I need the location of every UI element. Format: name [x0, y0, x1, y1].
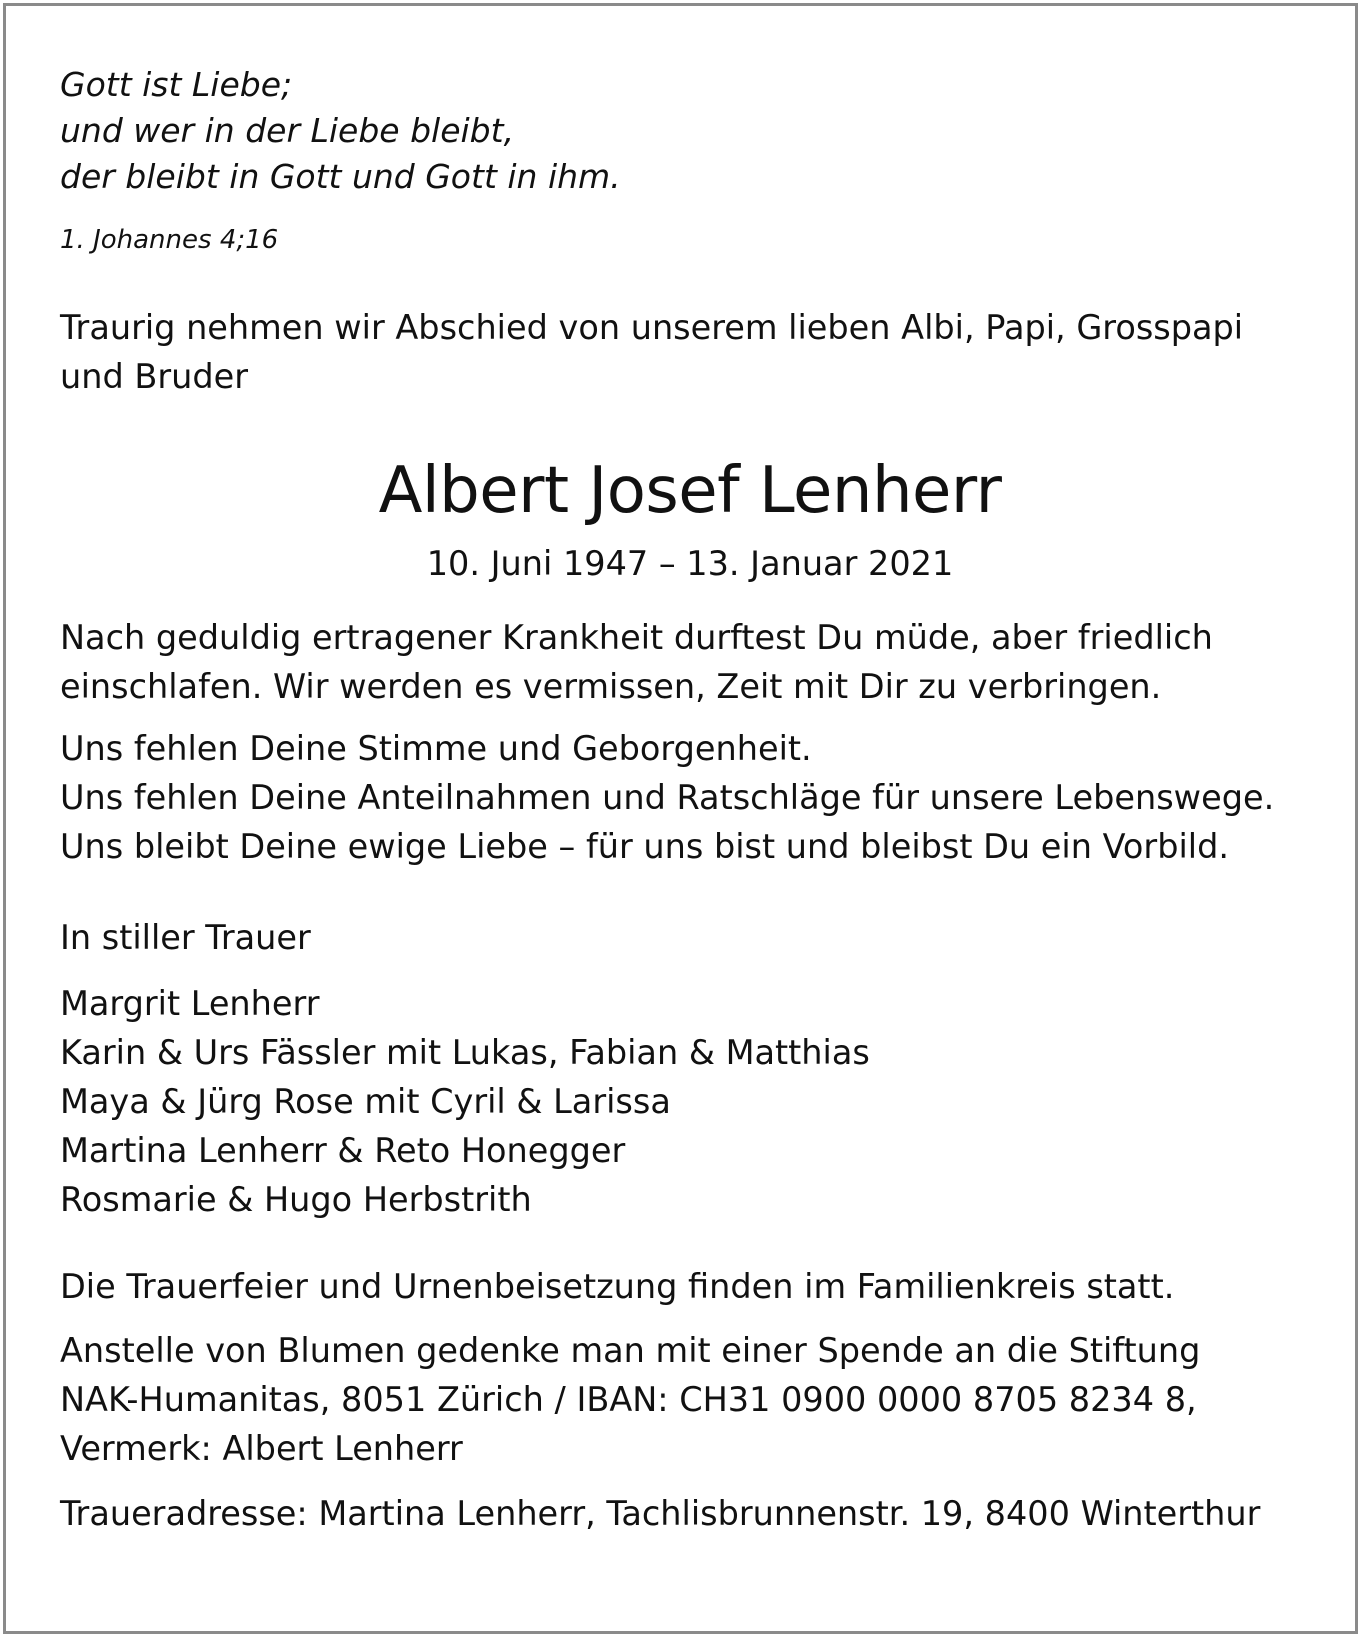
bible-verse [60, 62, 621, 200]
ceremony-text: Die Trauerfeier und Urnenbeisetzung finden im Familienkreis statt. [60, 1267, 1175, 1306]
intro-line: Traurig nehmen wir Abschied von unserem lieben Albi, Papi, Grosspapi [60, 308, 1244, 347]
ceremony-notice [60, 1262, 1320, 1311]
mourners-list [60, 979, 1320, 1224]
intro-text [60, 303, 1320, 401]
verse-reference: 1. Johannes 4;16 [60, 225, 279, 255]
obituary-notice [3, 3, 1358, 1634]
mourner-name: Margrit Lenherr [60, 984, 320, 1023]
message-line: Nach geduldig ertragener Krankheit durftest Du müde, aber friedlich [60, 618, 1213, 657]
address-text: Traueradresse: Martina Lenherr, Tachlisbrunnenstr. 19, 8400 Winterthur [60, 1494, 1261, 1533]
message-paragraph-1 [60, 613, 1320, 711]
mourners-heading [60, 913, 1320, 962]
mourner-name: Rosmarie & Hugo Herbstrith [60, 1180, 532, 1219]
life-dates: 10. Juni 1947 – 13. Januar 2021 [426, 544, 954, 583]
mourners-heading-text: In stiller Trauer [60, 918, 311, 957]
donation-notice [60, 1326, 1320, 1473]
message-paragraph-2 [60, 724, 1320, 871]
deceased-name: Albert Josef Lenherr [378, 454, 1002, 528]
verse-line: der bleibt in Gott und Gott in ihm. [60, 157, 621, 196]
intro-line: und Bruder [60, 357, 249, 396]
mourner-name: Karin & Urs Fässler mit Lukas, Fabian & Matthias [60, 1033, 870, 1072]
verse-line: und wer in der Liebe bleibt, [60, 111, 515, 150]
donation-line: Anstelle von Blumen gedenke man mit einer Spende an die Stiftung [60, 1331, 1201, 1370]
message-line: einschlafen. Wir werden es vermissen, Zeit mit Dir zu verbringen. [60, 667, 1162, 706]
mourning-address [60, 1489, 1320, 1538]
donation-line: Vermerk: Albert Lenherr [60, 1429, 463, 1468]
donation-line: NAK-Humanitas, 8051 Zürich / IBAN: CH31 0900 0000 8705 8234 8, [60, 1380, 1197, 1419]
verse-line: Gott ist Liebe; [60, 65, 293, 104]
message-line: Uns fehlen Deine Stimme und Geborgenheit. [60, 729, 812, 768]
message-line: Uns fehlen Deine Anteilnahmen und Ratschläge für unsere Lebenswege. [60, 778, 1275, 817]
mourner-name: Maya & Jürg Rose mit Cyril & Larissa [60, 1082, 671, 1121]
mourner-name: Martina Lenherr & Reto Honegger [60, 1131, 626, 1170]
message-line: Uns bleibt Deine ewige Liebe – für uns bist und bleibst Du ein Vorbild. [60, 827, 1229, 866]
